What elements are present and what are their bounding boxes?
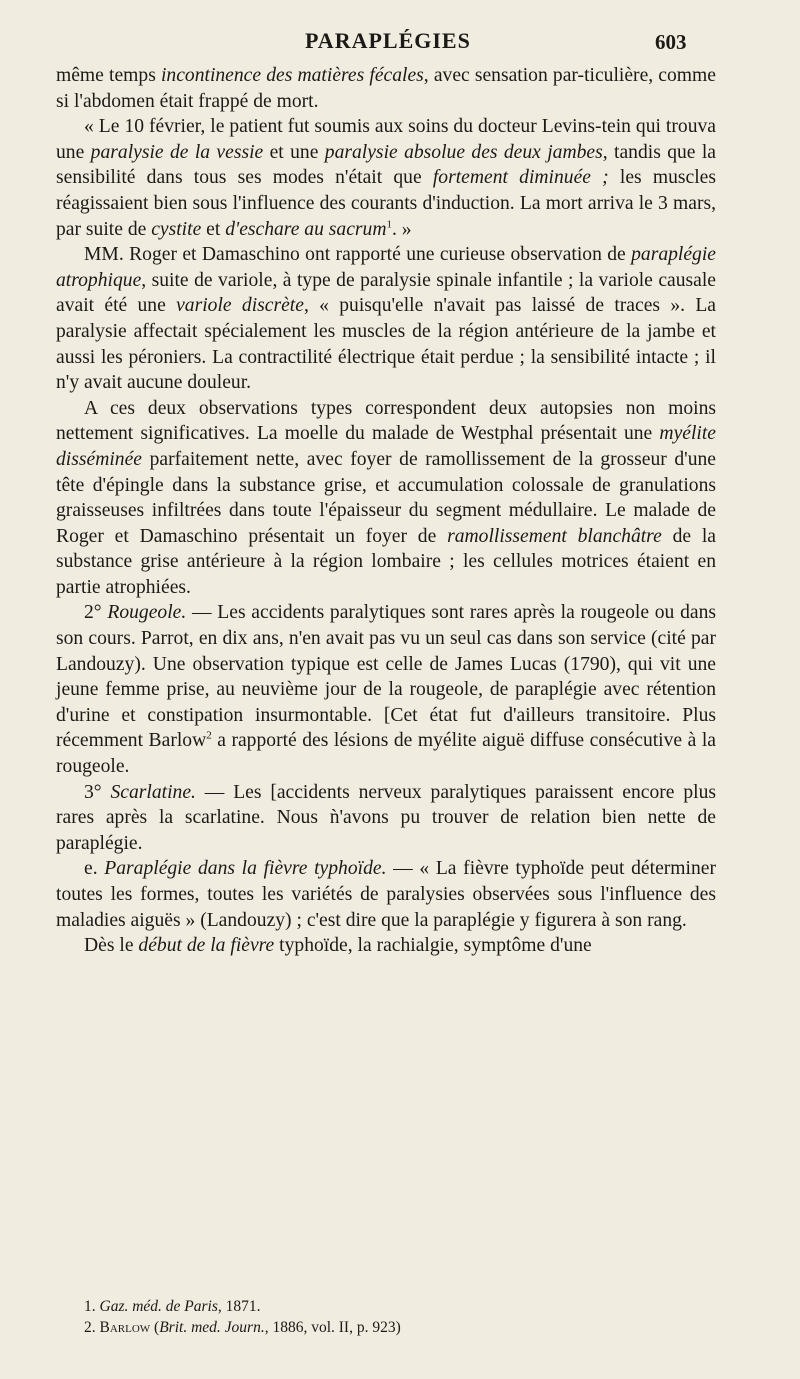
text-run: , « puisqu'elle n'avait pas laissé de traces ». La paralysie affectait spécialement les muscles de la région antérieure de la jambe et aussi les péroniers. La contractilité électrique était perdue ; la sensibilité intacte ; il n'y avait aucune douleur.	[56, 295, 716, 394]
italic-run: variole discrète	[176, 295, 304, 317]
footnote-2	[84, 1317, 724, 1338]
footnote-text: (	[150, 1319, 160, 1336]
paragraph	[56, 396, 716, 601]
text-run: même temps	[56, 65, 161, 86]
italic-run: paralysie absolue des deux jambes	[324, 141, 603, 163]
paragraph	[56, 242, 716, 396]
italic-run: paraplégie atrophique	[56, 244, 716, 291]
text-run: MM. Roger et Damaschino ont rapporté une curieuse observation de	[84, 244, 632, 266]
text-run: « Le 10 février, le patient fut soumis aux soins du docteur Levins-tein qui trouva une	[56, 116, 716, 163]
paragraph	[56, 856, 716, 933]
italic-run: Rougeole.	[107, 602, 187, 624]
footnote-source: Brit. med. Journ.	[159, 1319, 265, 1336]
italic-run: Paraplégie dans la fièvre typhoïde.	[104, 858, 387, 880]
footnote-author: Barlow	[99, 1319, 151, 1336]
paragraph	[56, 114, 716, 242]
paragraph	[56, 63, 716, 114]
italic-run: fortement diminuée ;	[432, 167, 609, 189]
italic-run: ramollissement blanchâtre	[447, 525, 662, 547]
text-run: — Les [accidents nerveux paralytiques paraissent encore plus rares après la scarlatine. Nous ǹ'avons pu trouver de relation bien nette de paraplégie.	[56, 781, 717, 854]
text-run: 3°	[84, 781, 111, 803]
text-run: , avec sensation par-ticulière, comme si l'abdomen était frappé de mort.	[56, 65, 716, 112]
italic-run: myélite disséminée	[56, 423, 716, 470]
text-run: parfaitement nette, avec foyer de ramollissement de la grosseur d'une tête d'épingle dans la substance grise, et accumulation colossale de granulations graisseuses infiltrées dans toute l'épaisseur du segment médullaire. Le malade de Roger et Damaschino présentait un foyer de	[56, 448, 716, 547]
italic-run: incontinence des matières fécales	[160, 65, 424, 86]
paragraph	[56, 933, 716, 959]
footnote-text: , 1871.	[217, 1298, 261, 1315]
text-run: de la substance grise antérieure à la région lombaire ; les cellules motrices étaient en partie atrophiées.	[56, 525, 716, 598]
paragraph	[56, 780, 716, 857]
page-header	[0, 22, 800, 58]
footnote-source: Gaz. méd. de Paris	[99, 1298, 218, 1315]
text-run: e.	[84, 858, 105, 880]
paragraph	[56, 600, 716, 779]
italic-run: paralysie de la vessie	[90, 141, 264, 163]
text-run: les muscles réagissaient bien sous l'influence des courants d'induction. La mort arriva le 3 mars, par suite de	[56, 167, 716, 240]
body-text	[56, 63, 716, 959]
text-run: . »	[391, 218, 412, 240]
text-run: 2°	[84, 602, 108, 624]
footnote-text: , 1886, vol. II, p. 923)	[264, 1319, 401, 1336]
footnotes	[84, 1296, 724, 1338]
italic-run: Scarlatine.	[110, 781, 196, 803]
text-run: , tandis que la sensibilité dans tous ses modes n'était que	[56, 141, 716, 189]
italic-run: cystite	[151, 218, 202, 240]
footnote-marker: 2	[206, 729, 212, 742]
text-run: Dès le	[84, 935, 139, 957]
text-run: A ces deux observations types correspondent deux autopsies non moins nettement significatives. La moelle du malade de Westphal présentait une	[56, 397, 716, 445]
text-run: typhoïde, la rachialgie, symptôme d'une	[274, 935, 592, 957]
text-run: et	[201, 218, 226, 240]
italic-run: début de la fièvre	[138, 935, 275, 957]
text-run: — Les accidents paralytiques sont rares après la rougeole ou dans son cours. Parrot, en dix ans, n'en avait pas vu un seul cas dans son service (cité par Landouzy). Une observation typique est celle de James Lucas (1790), qui vit une jeune femme prise, au neuvième jour de la rougeole, de paraplégie avec rétention d'urine et constipation insurmontable. [Cet état fut d'ailleurs transitoire. Plus récemment Barlow	[56, 602, 716, 752]
page-number: 603	[655, 30, 687, 54]
footnote-marker: 1	[386, 218, 392, 231]
text-run: , suite de variole, à type de paralysie spinale infantile ; la variole causale avait été une	[56, 269, 716, 317]
running-title: PARAPLÉGIES	[305, 28, 471, 53]
italic-run: d'eschare au sacrum	[225, 218, 387, 240]
text-run: — « La fièvre typhoïde peut déterminer toutes les formes, toutes les variétés de paralysies observées sous l'influence des maladies aiguës » (Landouzy) ; c'est dire que la paraplégie y figurera à son rang.	[56, 858, 716, 931]
footnote-number: 1.	[84, 1298, 100, 1315]
text-run: et une	[263, 141, 325, 163]
footnote-number: 2.	[84, 1319, 100, 1336]
text-run: a rapporté des lésions de myélite aiguë diffuse consécutive à la rougeole.	[56, 730, 716, 778]
footnote-1	[84, 1296, 724, 1317]
